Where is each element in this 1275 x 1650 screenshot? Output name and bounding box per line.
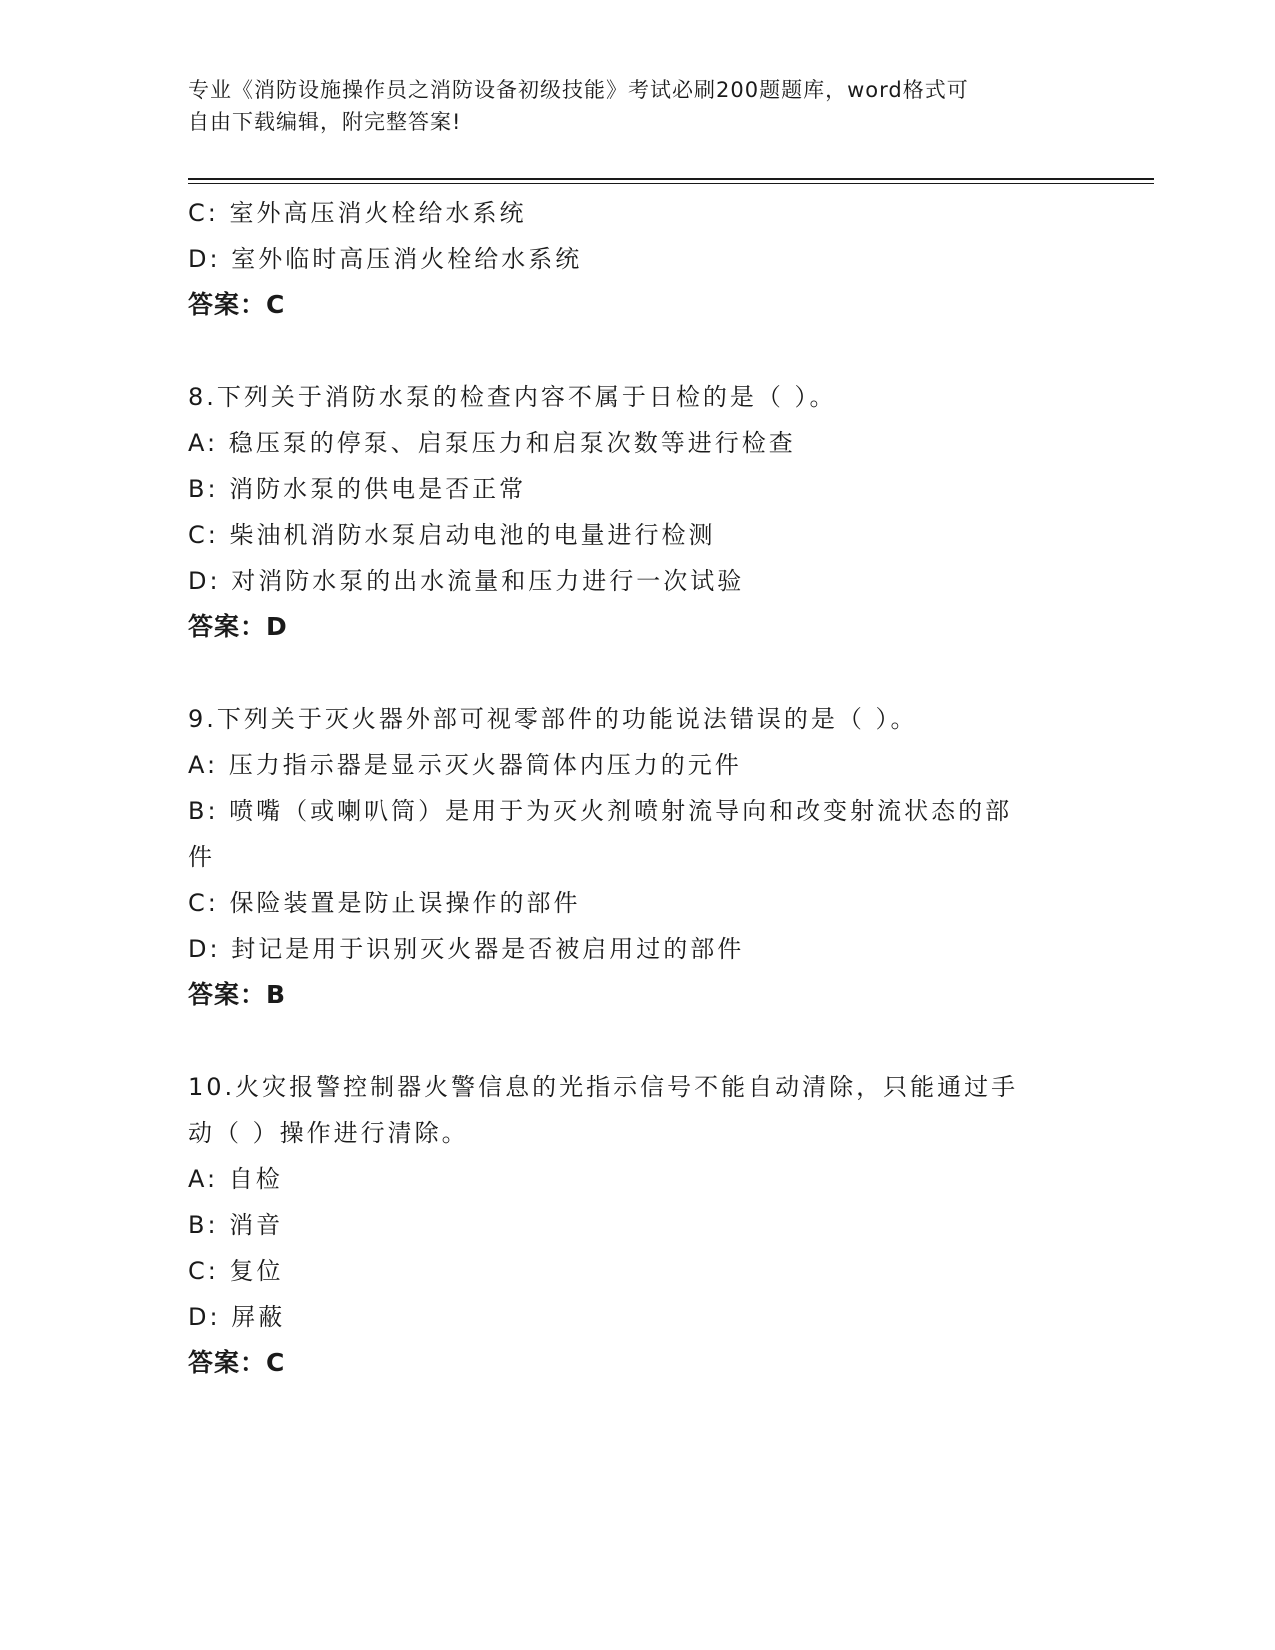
option-d: D: 室外临时高压消火栓给水系统 — [188, 245, 583, 273]
option-a: A: 压力指示器是显示灭火器筒体内压力的元件 — [188, 751, 742, 779]
option-b: B: 消音 — [188, 1211, 284, 1239]
answer-line: 答案：C — [188, 290, 286, 319]
answer-line: 答案：B — [188, 980, 287, 1009]
question-stem: 8.下列关于消防水泵的检查内容不属于日检的是（ ）。 — [188, 383, 837, 411]
header-line-2: 自由下载编辑，附完整答案! — [188, 110, 462, 134]
header-divider-thin — [188, 183, 1154, 184]
question-list — [188, 190, 1088, 1386]
option-d: D: 屏蔽 — [188, 1303, 286, 1331]
question-10 — [188, 1064, 1088, 1386]
question-8 — [188, 374, 1088, 650]
option-c: C: 保险装置是防止误操作的部件 — [188, 889, 581, 917]
option-b: B: 喷嘴（或喇叭筒）是用于为灭火剂喷射流导向和改变射流状态的部 — [188, 797, 1013, 825]
option-c: C: 柴油机消防水泵启动电池的电量进行检测 — [188, 521, 716, 549]
document-header — [188, 74, 1088, 138]
option-d: D: 封记是用于识别灭火器是否被启用过的部件 — [188, 935, 745, 963]
question-stem-continued: 动（ ）操作进行清除。 — [188, 1119, 469, 1147]
header-line-1: 专业《消防设施操作员之消防设备初级技能》考试必刷200题题库，word格式可 — [188, 78, 969, 102]
option-c: C: 室外高压消火栓给水系统 — [188, 199, 527, 227]
question-7-continued — [188, 190, 1088, 328]
answer-line: 答案：C — [188, 1348, 286, 1377]
spacer — [188, 650, 1088, 696]
option-d: D: 对消防水泵的出水流量和压力进行一次试验 — [188, 567, 745, 595]
answer-line: 答案：D — [188, 612, 288, 641]
option-a: A: 自检 — [188, 1165, 283, 1193]
option-a: A: 稳压泵的停泵、启泵压力和启泵次数等进行检查 — [188, 429, 796, 457]
option-c: C: 复位 — [188, 1257, 284, 1285]
header-divider-thick — [188, 178, 1154, 180]
question-9 — [188, 696, 1088, 1018]
question-stem: 10.火灾报警控制器火警信息的光指示信号不能自动清除，只能通过手 — [188, 1073, 1019, 1101]
spacer — [188, 328, 1088, 374]
spacer — [188, 1018, 1088, 1064]
option-b-continued: 件 — [188, 843, 215, 871]
option-b: B: 消防水泵的供电是否正常 — [188, 475, 527, 503]
question-stem: 9.下列关于灭火器外部可视零部件的功能说法错误的是（ ）。 — [188, 705, 918, 733]
